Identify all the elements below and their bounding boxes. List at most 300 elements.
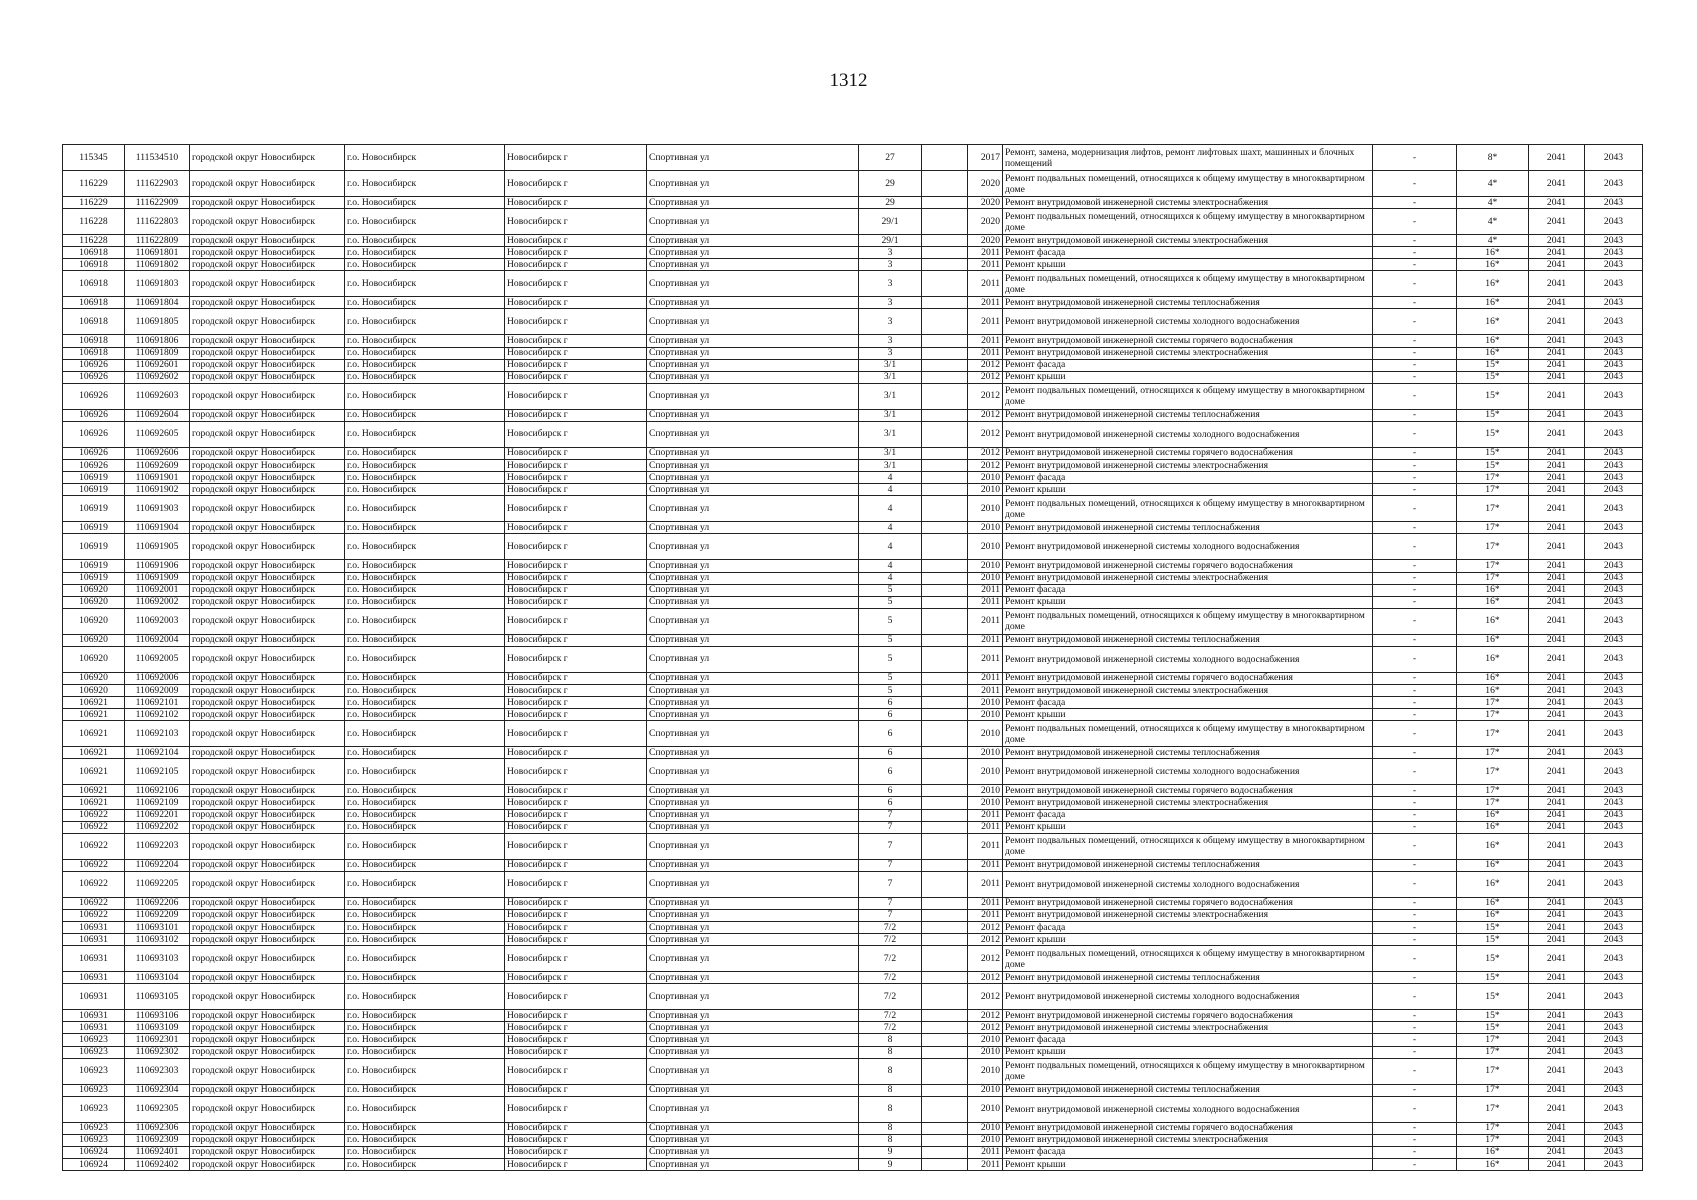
house-id-cell: 106920 bbox=[63, 608, 125, 634]
dash-value-cell: - bbox=[1373, 447, 1457, 459]
dash-value-cell: - bbox=[1373, 759, 1457, 785]
settlement-cell: г.о. Новосибирск bbox=[345, 309, 505, 335]
house-number-cell: 4 bbox=[859, 572, 922, 584]
table-row bbox=[63, 297, 1643, 309]
street-cell: Спортивная ул bbox=[647, 946, 859, 972]
house-number-cell: 7/2 bbox=[859, 984, 922, 1010]
municipality-cell: городской округ Новосибирск bbox=[190, 934, 345, 946]
table-row bbox=[63, 684, 1643, 696]
plan-year-to-cell: 2043 bbox=[1585, 560, 1643, 572]
plan-year-to-cell: 2043 bbox=[1585, 897, 1643, 909]
house-number-cell: 4 bbox=[859, 534, 922, 560]
plan-year-to-cell: 2043 bbox=[1585, 759, 1643, 785]
municipality-cell: городской округ Новосибирск bbox=[190, 747, 345, 759]
plan-year-from-cell: 2041 bbox=[1529, 859, 1585, 871]
year-built-cell: 2011 bbox=[968, 684, 1003, 696]
empty-cell-cell bbox=[922, 534, 968, 560]
municipality-cell: городской округ Новосибирск bbox=[190, 496, 345, 522]
work-code-cell: 110692309 bbox=[125, 1134, 190, 1146]
work-code-cell: 110692201 bbox=[125, 809, 190, 821]
year-built-cell: 2011 bbox=[968, 809, 1003, 821]
settlement-cell: г.о. Новосибирск bbox=[345, 946, 505, 972]
house-id-cell: 106921 bbox=[63, 709, 125, 721]
work-code-cell: 110692102 bbox=[125, 709, 190, 721]
city-cell: Новосибирск г bbox=[505, 472, 647, 484]
settlement-cell: г.о. Новосибирск bbox=[345, 1096, 505, 1122]
municipality-cell: городской округ Новосибирск bbox=[190, 560, 345, 572]
table-row bbox=[63, 897, 1643, 909]
table-row bbox=[63, 608, 1643, 634]
term-value-cell: 16* bbox=[1457, 871, 1529, 897]
year-built-cell: 2011 bbox=[968, 584, 1003, 596]
city-cell: Новосибирск г bbox=[505, 596, 647, 608]
term-value-cell: 15* bbox=[1457, 371, 1529, 383]
year-built-cell: 2020 bbox=[968, 197, 1003, 209]
dash-value-cell: - bbox=[1373, 421, 1457, 447]
plan-year-to-cell: 2043 bbox=[1585, 634, 1643, 646]
year-built-cell: 2010 bbox=[968, 496, 1003, 522]
city-cell: Новосибирск г bbox=[505, 1022, 647, 1034]
house-id-cell: 106918 bbox=[63, 297, 125, 309]
house-id-cell: 106922 bbox=[63, 833, 125, 859]
municipality-cell: городской округ Новосибирск bbox=[190, 1134, 345, 1146]
settlement-cell: г.о. Новосибирск bbox=[345, 522, 505, 534]
work-type-cell: Ремонт подвальных помещений, относящихся к общему имуществу в многоквартирном доме bbox=[1003, 496, 1373, 522]
house-number-cell: 3 bbox=[859, 259, 922, 271]
work-type-cell: Ремонт внутридомовой инженерной системы горячего водоснабжения bbox=[1003, 672, 1373, 684]
city-cell: Новосибирск г bbox=[505, 496, 647, 522]
settlement-cell: г.о. Новосибирск bbox=[345, 984, 505, 1010]
plan-year-to-cell: 2043 bbox=[1585, 934, 1643, 946]
dash-value-cell: - bbox=[1373, 335, 1457, 347]
house-number-cell: 3/1 bbox=[859, 447, 922, 459]
table-row bbox=[63, 1122, 1643, 1134]
work-code-cell: 110691902 bbox=[125, 484, 190, 496]
house-id-cell: 106923 bbox=[63, 1034, 125, 1046]
plan-year-from-cell: 2041 bbox=[1529, 646, 1585, 672]
house-number-cell: 7 bbox=[859, 821, 922, 833]
plan-year-from-cell: 2041 bbox=[1529, 347, 1585, 359]
house-id-cell: 116229 bbox=[63, 197, 125, 209]
plan-year-from-cell: 2041 bbox=[1529, 797, 1585, 809]
table-row bbox=[63, 596, 1643, 608]
term-value-cell: 16* bbox=[1457, 1159, 1529, 1171]
table-row bbox=[63, 922, 1643, 934]
work-type-cell: Ремонт подвальных помещений, относящихся к общему имуществу в многоквартирном доме bbox=[1003, 271, 1373, 297]
year-built-cell: 2011 bbox=[968, 646, 1003, 672]
table-row bbox=[63, 347, 1643, 359]
work-type-cell: Ремонт внутридомовой инженерной системы электроснабжения bbox=[1003, 797, 1373, 809]
work-code-cell: 110691904 bbox=[125, 522, 190, 534]
house-id-cell: 106919 bbox=[63, 534, 125, 560]
dash-value-cell: - bbox=[1373, 972, 1457, 984]
term-value-cell: 15* bbox=[1457, 1010, 1529, 1022]
plan-year-to-cell: 2043 bbox=[1585, 596, 1643, 608]
table-row bbox=[63, 560, 1643, 572]
work-code-cell: 110693103 bbox=[125, 946, 190, 972]
work-type-cell: Ремонт внутридомовой инженерной системы теплоснабжения bbox=[1003, 409, 1373, 421]
street-cell: Спортивная ул bbox=[647, 472, 859, 484]
term-value-cell: 17* bbox=[1457, 534, 1529, 560]
settlement-cell: г.о. Новосибирск bbox=[345, 972, 505, 984]
work-type-cell: Ремонт внутридомовой инженерной системы электроснабжения bbox=[1003, 909, 1373, 921]
term-value-cell: 16* bbox=[1457, 247, 1529, 259]
settlement-cell: г.о. Новосибирск bbox=[345, 797, 505, 809]
city-cell: Новосибирск г bbox=[505, 271, 647, 297]
house-number-cell: 5 bbox=[859, 596, 922, 608]
plan-year-to-cell: 2043 bbox=[1585, 922, 1643, 934]
term-value-cell: 16* bbox=[1457, 259, 1529, 271]
settlement-cell: г.о. Новосибирск bbox=[345, 171, 505, 197]
empty-cell-cell bbox=[922, 709, 968, 721]
term-value-cell: 17* bbox=[1457, 747, 1529, 759]
empty-cell-cell bbox=[922, 1146, 968, 1158]
municipality-cell: городской округ Новосибирск bbox=[190, 572, 345, 584]
term-value-cell: 8* bbox=[1457, 145, 1529, 171]
dash-value-cell: - bbox=[1373, 472, 1457, 484]
street-cell: Спортивная ул bbox=[647, 584, 859, 596]
empty-cell-cell bbox=[922, 197, 968, 209]
year-built-cell: 2011 bbox=[968, 608, 1003, 634]
year-built-cell: 2011 bbox=[968, 821, 1003, 833]
table-row bbox=[63, 271, 1643, 297]
house-number-cell: 8 bbox=[859, 1134, 922, 1146]
plan-year-to-cell: 2043 bbox=[1585, 646, 1643, 672]
empty-cell-cell bbox=[922, 347, 968, 359]
city-cell: Новосибирск г bbox=[505, 383, 647, 409]
term-value-cell: 17* bbox=[1457, 472, 1529, 484]
dash-value-cell: - bbox=[1373, 347, 1457, 359]
plan-year-from-cell: 2041 bbox=[1529, 534, 1585, 560]
plan-year-from-cell: 2041 bbox=[1529, 421, 1585, 447]
city-cell: Новосибирск г bbox=[505, 984, 647, 1010]
empty-cell-cell bbox=[922, 145, 968, 171]
house-number-cell: 6 bbox=[859, 785, 922, 797]
house-number-cell: 7/2 bbox=[859, 972, 922, 984]
dash-value-cell: - bbox=[1373, 608, 1457, 634]
table-row bbox=[63, 534, 1643, 560]
settlement-cell: г.о. Новосибирск bbox=[345, 934, 505, 946]
settlement-cell: г.о. Новосибирск bbox=[345, 197, 505, 209]
work-type-cell: Ремонт крыши bbox=[1003, 371, 1373, 383]
plan-year-to-cell: 2043 bbox=[1585, 235, 1643, 247]
work-code-cell: 110692401 bbox=[125, 1146, 190, 1158]
municipality-cell: городской округ Новосибирск bbox=[190, 359, 345, 371]
table-row bbox=[63, 1084, 1643, 1096]
work-type-cell: Ремонт, замена, модернизация лифтов, ремонт лифтовых шахт, машинных и блочных помещений bbox=[1003, 145, 1373, 171]
table-row bbox=[63, 984, 1643, 1010]
house-number-cell: 3 bbox=[859, 309, 922, 335]
city-cell: Новосибирск г bbox=[505, 460, 647, 472]
term-value-cell: 16* bbox=[1457, 821, 1529, 833]
work-code-cell: 111534510 bbox=[125, 145, 190, 171]
settlement-cell: г.о. Новосибирск bbox=[345, 421, 505, 447]
house-id-cell: 106926 bbox=[63, 421, 125, 447]
dash-value-cell: - bbox=[1373, 1134, 1457, 1146]
plan-year-from-cell: 2041 bbox=[1529, 259, 1585, 271]
plan-year-to-cell: 2043 bbox=[1585, 335, 1643, 347]
plan-year-to-cell: 2043 bbox=[1585, 297, 1643, 309]
year-built-cell: 2010 bbox=[968, 785, 1003, 797]
city-cell: Новосибирск г bbox=[505, 1122, 647, 1134]
work-code-cell: 110692203 bbox=[125, 833, 190, 859]
municipality-cell: городской округ Новосибирск bbox=[190, 584, 345, 596]
city-cell: Новосибирск г bbox=[505, 1084, 647, 1096]
empty-cell-cell bbox=[922, 809, 968, 821]
house-number-cell: 8 bbox=[859, 1034, 922, 1046]
dash-value-cell: - bbox=[1373, 684, 1457, 696]
table-row bbox=[63, 871, 1643, 897]
house-number-cell: 6 bbox=[859, 797, 922, 809]
year-built-cell: 2012 bbox=[968, 460, 1003, 472]
plan-year-to-cell: 2043 bbox=[1585, 984, 1643, 1010]
year-built-cell: 2012 bbox=[968, 371, 1003, 383]
dash-value-cell: - bbox=[1373, 1046, 1457, 1058]
plan-year-from-cell: 2041 bbox=[1529, 871, 1585, 897]
year-built-cell: 2010 bbox=[968, 709, 1003, 721]
plan-year-from-cell: 2041 bbox=[1529, 247, 1585, 259]
work-type-cell: Ремонт внутридомовой инженерной системы горячего водоснабжения bbox=[1003, 560, 1373, 572]
city-cell: Новосибирск г bbox=[505, 1146, 647, 1158]
plan-year-to-cell: 2043 bbox=[1585, 371, 1643, 383]
municipality-cell: городской округ Новосибирск bbox=[190, 371, 345, 383]
house-id-cell: 106920 bbox=[63, 634, 125, 646]
work-code-cell: 110692202 bbox=[125, 821, 190, 833]
plan-year-to-cell: 2043 bbox=[1585, 1159, 1643, 1171]
term-value-cell: 16* bbox=[1457, 897, 1529, 909]
empty-cell-cell bbox=[922, 871, 968, 897]
plan-year-from-cell: 2041 bbox=[1529, 909, 1585, 921]
plan-year-from-cell: 2041 bbox=[1529, 1022, 1585, 1034]
term-value-cell: 15* bbox=[1457, 972, 1529, 984]
house-number-cell: 5 bbox=[859, 608, 922, 634]
settlement-cell: г.о. Новосибирск bbox=[345, 1122, 505, 1134]
street-cell: Спортивная ул bbox=[647, 1046, 859, 1058]
settlement-cell: г.о. Новосибирск bbox=[345, 897, 505, 909]
table-row bbox=[63, 759, 1643, 785]
term-value-cell: 16* bbox=[1457, 833, 1529, 859]
empty-cell-cell bbox=[922, 1046, 968, 1058]
house-number-cell: 3/1 bbox=[859, 383, 922, 409]
city-cell: Новосибирск г bbox=[505, 209, 647, 235]
plan-year-from-cell: 2041 bbox=[1529, 984, 1585, 1010]
house-id-cell: 115345 bbox=[63, 145, 125, 171]
plan-year-to-cell: 2043 bbox=[1585, 785, 1643, 797]
dash-value-cell: - bbox=[1373, 383, 1457, 409]
table-row bbox=[63, 646, 1643, 672]
plan-year-to-cell: 2043 bbox=[1585, 608, 1643, 634]
work-code-cell: 110692205 bbox=[125, 871, 190, 897]
plan-year-to-cell: 2043 bbox=[1585, 460, 1643, 472]
plan-year-to-cell: 2043 bbox=[1585, 697, 1643, 709]
empty-cell-cell bbox=[922, 247, 968, 259]
city-cell: Новосибирск г bbox=[505, 421, 647, 447]
city-cell: Новосибирск г bbox=[505, 946, 647, 972]
work-type-cell: Ремонт внутридомовой инженерной системы горячего водоснабжения bbox=[1003, 447, 1373, 459]
term-value-cell: 16* bbox=[1457, 584, 1529, 596]
work-code-cell: 111622809 bbox=[125, 235, 190, 247]
empty-cell-cell bbox=[922, 259, 968, 271]
municipality-cell: городской округ Новосибирск bbox=[190, 460, 345, 472]
empty-cell-cell bbox=[922, 309, 968, 335]
work-type-cell: Ремонт внутридомовой инженерной системы холодного водоснабжения bbox=[1003, 534, 1373, 560]
term-value-cell: 17* bbox=[1457, 709, 1529, 721]
term-value-cell: 17* bbox=[1457, 759, 1529, 785]
plan-year-to-cell: 2043 bbox=[1585, 171, 1643, 197]
table-row bbox=[63, 1058, 1643, 1084]
term-value-cell: 16* bbox=[1457, 347, 1529, 359]
house-number-cell: 3/1 bbox=[859, 460, 922, 472]
settlement-cell: г.о. Новосибирск bbox=[345, 1159, 505, 1171]
empty-cell-cell bbox=[922, 934, 968, 946]
work-type-cell: Ремонт внутридомовой инженерной системы холодного водоснабжения bbox=[1003, 871, 1373, 897]
municipality-cell: городской округ Новосибирск bbox=[190, 1010, 345, 1022]
work-code-cell: 110692104 bbox=[125, 747, 190, 759]
dash-value-cell: - bbox=[1373, 297, 1457, 309]
municipality-cell: городской округ Новосибирск bbox=[190, 809, 345, 821]
street-cell: Спортивная ул bbox=[647, 145, 859, 171]
work-code-cell: 110692305 bbox=[125, 1096, 190, 1122]
house-id-cell: 106921 bbox=[63, 797, 125, 809]
table-row bbox=[63, 1010, 1643, 1022]
work-code-cell: 110692402 bbox=[125, 1159, 190, 1171]
street-cell: Спортивная ул bbox=[647, 922, 859, 934]
municipality-cell: городской округ Новосибирск bbox=[190, 271, 345, 297]
year-built-cell: 2020 bbox=[968, 235, 1003, 247]
plan-year-from-cell: 2041 bbox=[1529, 1146, 1585, 1158]
dash-value-cell: - bbox=[1373, 1122, 1457, 1134]
house-id-cell: 106923 bbox=[63, 1096, 125, 1122]
work-type-cell: Ремонт внутридомовой инженерной системы горячего водоснабжения bbox=[1003, 1010, 1373, 1022]
street-cell: Спортивная ул bbox=[647, 247, 859, 259]
house-id-cell: 106920 bbox=[63, 596, 125, 608]
dash-value-cell: - bbox=[1373, 984, 1457, 1010]
settlement-cell: г.о. Новосибирск bbox=[345, 560, 505, 572]
house-number-cell: 7/2 bbox=[859, 1010, 922, 1022]
work-code-cell: 110692604 bbox=[125, 409, 190, 421]
city-cell: Новосибирск г bbox=[505, 1046, 647, 1058]
house-id-cell: 106931 bbox=[63, 1022, 125, 1034]
work-type-cell: Ремонт внутридомовой инженерной системы теплоснабжения bbox=[1003, 859, 1373, 871]
dash-value-cell: - bbox=[1373, 859, 1457, 871]
work-code-cell: 110691909 bbox=[125, 572, 190, 584]
year-built-cell: 2012 bbox=[968, 1022, 1003, 1034]
plan-year-from-cell: 2041 bbox=[1529, 447, 1585, 459]
empty-cell-cell bbox=[922, 596, 968, 608]
plan-year-to-cell: 2043 bbox=[1585, 259, 1643, 271]
plan-year-to-cell: 2043 bbox=[1585, 1010, 1643, 1022]
house-id-cell: 106922 bbox=[63, 809, 125, 821]
plan-year-to-cell: 2043 bbox=[1585, 1134, 1643, 1146]
year-built-cell: 2010 bbox=[968, 484, 1003, 496]
work-code-cell: 110692601 bbox=[125, 359, 190, 371]
work-type-cell: Ремонт крыши bbox=[1003, 821, 1373, 833]
term-value-cell: 16* bbox=[1457, 859, 1529, 871]
work-code-cell: 110692206 bbox=[125, 897, 190, 909]
plan-year-to-cell: 2043 bbox=[1585, 209, 1643, 235]
city-cell: Новосибирск г bbox=[505, 922, 647, 934]
settlement-cell: г.о. Новосибирск bbox=[345, 572, 505, 584]
street-cell: Спортивная ул bbox=[647, 934, 859, 946]
empty-cell-cell bbox=[922, 560, 968, 572]
work-code-cell: 110691906 bbox=[125, 560, 190, 572]
house-number-cell: 5 bbox=[859, 684, 922, 696]
year-built-cell: 2011 bbox=[968, 347, 1003, 359]
term-value-cell: 4* bbox=[1457, 171, 1529, 197]
municipality-cell: городской округ Новосибирск bbox=[190, 922, 345, 934]
work-code-cell: 110692009 bbox=[125, 684, 190, 696]
year-built-cell: 2020 bbox=[968, 209, 1003, 235]
house-number-cell: 7 bbox=[859, 809, 922, 821]
settlement-cell: г.о. Новосибирск bbox=[345, 634, 505, 646]
plan-year-from-cell: 2041 bbox=[1529, 922, 1585, 934]
term-value-cell: 16* bbox=[1457, 309, 1529, 335]
settlement-cell: г.о. Новосибирск bbox=[345, 335, 505, 347]
work-type-cell: Ремонт внутридомовой инженерной системы электроснабжения bbox=[1003, 1134, 1373, 1146]
municipality-cell: городской округ Новосибирск bbox=[190, 1146, 345, 1158]
work-code-cell: 110693105 bbox=[125, 984, 190, 1010]
house-id-cell: 106919 bbox=[63, 522, 125, 534]
work-type-cell: Ремонт крыши bbox=[1003, 1159, 1373, 1171]
term-value-cell: 17* bbox=[1457, 1122, 1529, 1134]
table-row bbox=[63, 472, 1643, 484]
work-type-cell: Ремонт внутридомовой инженерной системы электроснабжения bbox=[1003, 460, 1373, 472]
house-id-cell: 106922 bbox=[63, 821, 125, 833]
dash-value-cell: - bbox=[1373, 946, 1457, 972]
work-code-cell: 110692209 bbox=[125, 909, 190, 921]
dash-value-cell: - bbox=[1373, 496, 1457, 522]
street-cell: Спортивная ул bbox=[647, 809, 859, 821]
city-cell: Новосибирск г bbox=[505, 235, 647, 247]
street-cell: Спортивная ул bbox=[647, 1122, 859, 1134]
year-built-cell: 2010 bbox=[968, 1122, 1003, 1134]
house-id-cell: 106931 bbox=[63, 946, 125, 972]
work-code-cell: 110692609 bbox=[125, 460, 190, 472]
table-row bbox=[63, 171, 1643, 197]
plan-year-from-cell: 2041 bbox=[1529, 309, 1585, 335]
term-value-cell: 17* bbox=[1457, 1058, 1529, 1084]
municipality-cell: городской округ Новосибирск bbox=[190, 984, 345, 1010]
dash-value-cell: - bbox=[1373, 1022, 1457, 1034]
house-id-cell: 106921 bbox=[63, 747, 125, 759]
plan-year-to-cell: 2043 bbox=[1585, 859, 1643, 871]
house-number-cell: 3 bbox=[859, 247, 922, 259]
house-id-cell: 106919 bbox=[63, 572, 125, 584]
plan-year-from-cell: 2041 bbox=[1529, 171, 1585, 197]
city-cell: Новосибирск г bbox=[505, 634, 647, 646]
settlement-cell: г.о. Новосибирск bbox=[345, 785, 505, 797]
city-cell: Новосибирск г bbox=[505, 797, 647, 809]
work-type-cell: Ремонт крыши bbox=[1003, 259, 1373, 271]
municipality-cell: городской округ Новосибирск bbox=[190, 596, 345, 608]
plan-year-to-cell: 2043 bbox=[1585, 1034, 1643, 1046]
settlement-cell: г.о. Новосибирск bbox=[345, 859, 505, 871]
city-cell: Новосибирск г bbox=[505, 785, 647, 797]
plan-year-to-cell: 2043 bbox=[1585, 534, 1643, 560]
year-built-cell: 2011 bbox=[968, 833, 1003, 859]
plan-year-from-cell: 2041 bbox=[1529, 271, 1585, 297]
dash-value-cell: - bbox=[1373, 897, 1457, 909]
year-built-cell: 2011 bbox=[968, 309, 1003, 335]
term-value-cell: 17* bbox=[1457, 1084, 1529, 1096]
work-type-cell: Ремонт крыши bbox=[1003, 596, 1373, 608]
plan-year-from-cell: 2041 bbox=[1529, 709, 1585, 721]
house-id-cell: 106921 bbox=[63, 697, 125, 709]
municipality-cell: городской округ Новосибирск bbox=[190, 797, 345, 809]
house-id-cell: 106931 bbox=[63, 984, 125, 1010]
work-type-cell: Ремонт внутридомовой инженерной системы горячего водоснабжения bbox=[1003, 785, 1373, 797]
plan-year-from-cell: 2041 bbox=[1529, 634, 1585, 646]
